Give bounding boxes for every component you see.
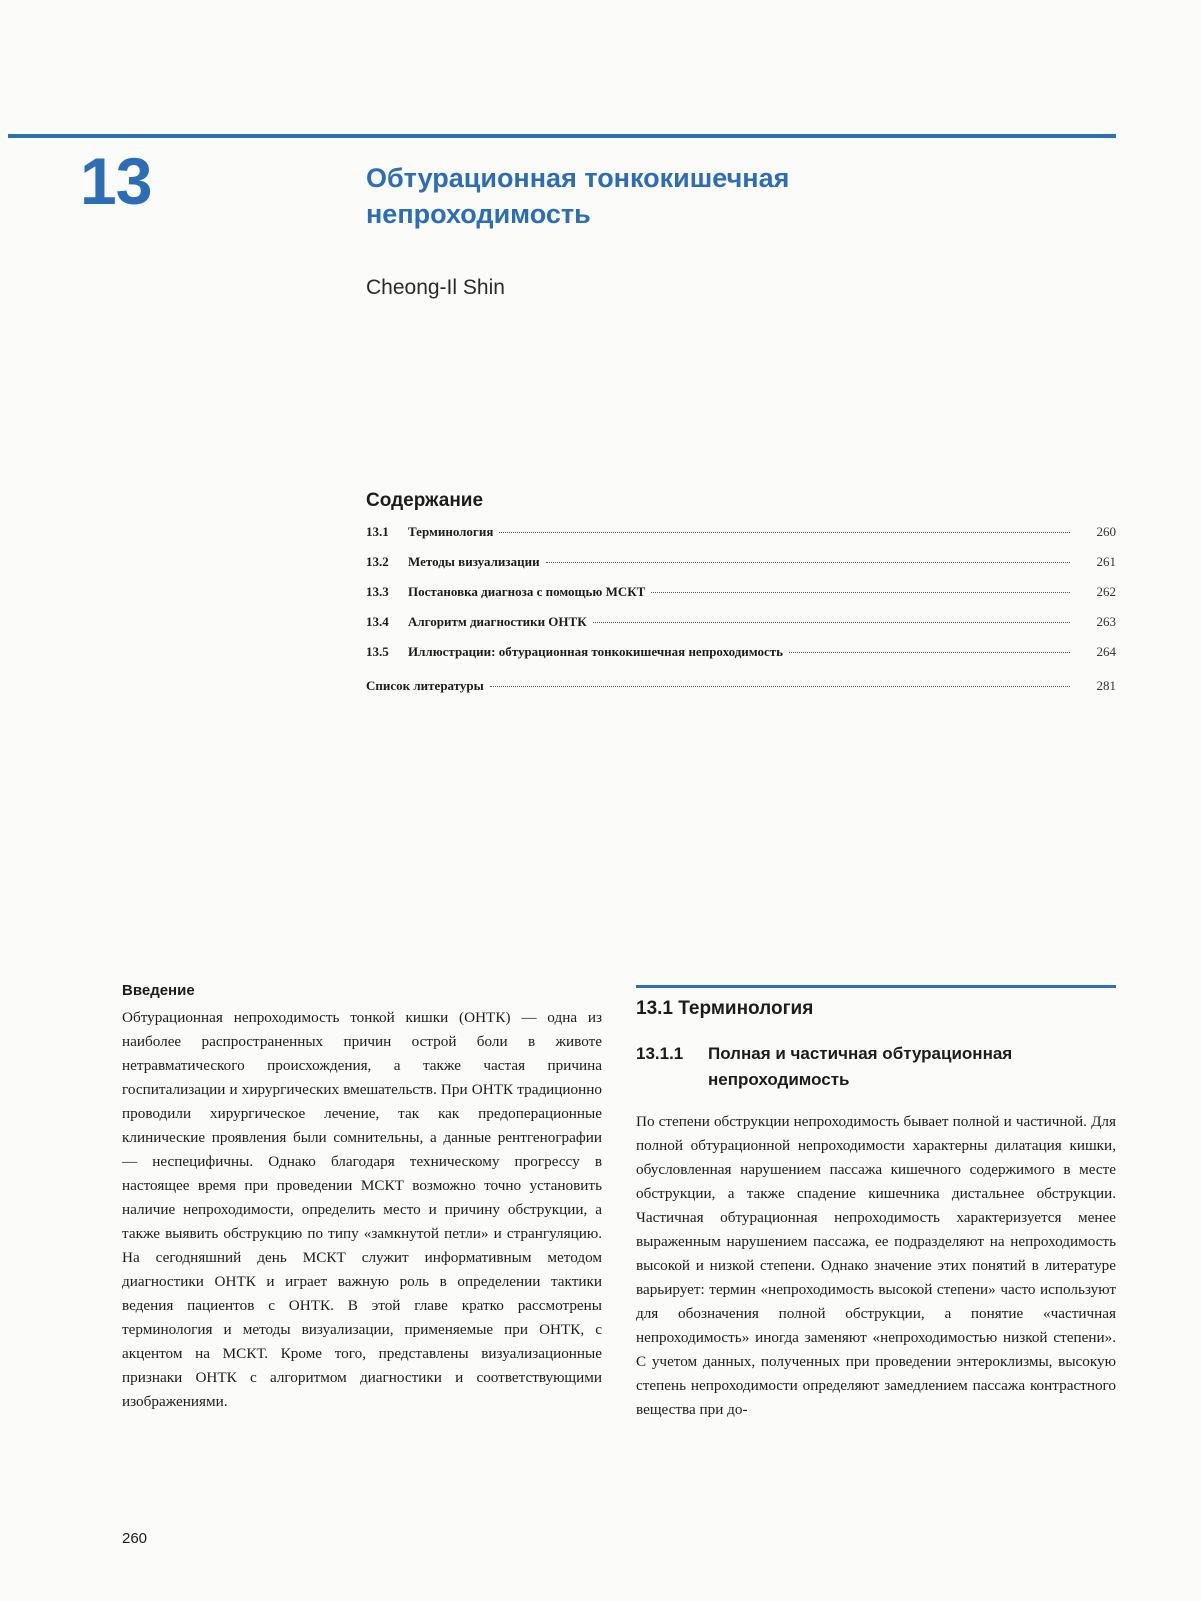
- subsection-number: 13.1.1: [636, 1044, 684, 1063]
- chapter-title-line2: непроходимость: [366, 199, 591, 229]
- chapter-author: Cheong-Il Shin: [366, 276, 505, 299]
- toc-entry-label: Методы визуализации: [408, 554, 540, 569]
- toc-leader-dots: [499, 532, 1070, 533]
- toc-entry-number: 13.3: [366, 584, 389, 599]
- chapter-number: 13: [80, 144, 152, 218]
- toc-entry-13-3[interactable]: [366, 584, 1116, 614]
- section-paragraph: По степени обструкции непроходимость бывает полной и частичной. Для полной обтурационной непроходимости характерны дилатация кишки, обусловленная нарушением пассажа кишечного содержимого в месте обструкции, а также спадение кишечника дистальнее обструкции. Частичная обтурационная непроходимость характеризуется менее выраженным нарушением пассажа, ее подразделяют на непроходимость высокой и низкой степени. Однако значение этих понятий в литературе варьирует: термин «непроходимость высокой степени» часто используют для обозначения полной обструкции, а понятие «частичная непроходимость» иногда заменяют «непроходимостью низкой степени». С учетом данных, полученных при проведении энтероклизмы, высокую степень непроходимости определяют замедлением пассажа контрастного вещества при до-: [636, 1113, 1116, 1418]
- toc-entry-label: Терминология: [408, 524, 494, 539]
- toc-entry-page: 263: [1096, 614, 1116, 629]
- toc-references-label: Список литературы: [366, 678, 484, 693]
- toc-entry-label: Постановка диагноза с помощью МСКТ: [408, 584, 646, 599]
- toc-entry-label: Иллюстрации: обтурационная тонкокишечная непроходимость: [408, 644, 784, 659]
- toc-entry-page: 262: [1096, 584, 1116, 599]
- toc-entry-number: 13.4: [366, 614, 389, 629]
- toc-entry-13-2[interactable]: [366, 554, 1116, 584]
- toc-leader-dots: [651, 592, 1070, 593]
- toc-leader-dots: [546, 562, 1070, 563]
- intro-heading: Введение: [122, 982, 195, 999]
- chapter-top-rule: [8, 134, 1116, 138]
- toc-entry-number: 13.2: [366, 554, 389, 569]
- table-of-contents: [366, 524, 1116, 708]
- toc-entry-page: 264: [1096, 644, 1116, 659]
- toc-entry-number: 13.5: [366, 644, 389, 659]
- intro-paragraph: Обтурационная непроходимость тонкой кишки (ОНТК) — одна из наиболее распространенных причин острой боли в животе нетравматического происхождения, а также частая причина госпитализации и хирургических вмешательств. При ОНТК традиционно проводили хирургическое лечение, так как предоперационные клинические проявления были сомнительны, а данные рентгенографии — неспецифичны. Однако благодаря техническому прогрессу в настоящее время при проведении МСКТ возможно точно установить наличие непроходимости, определить место и причину обструкции, а также выявить обструкцию по типу «замкнутой петли» и странгуляцию. На сегодняшний день МСКТ служит информативным методом диагностики ОНТК и играет важную роль в определении тактики ведения пациентов с ОНТК. В этой главе кратко рассмотрены терминология и методы визуализации, применяемые при ОНТК, с акцентом на МСКТ. Кроме того, представлены визуализационные признаки ОНТК с алгоритмом диагностики и соответствующими изображениями.: [122, 1009, 602, 1410]
- chapter-title-line1: Обтурационная тонкокишечная: [366, 163, 790, 193]
- chapter-title: [366, 160, 966, 232]
- toc-entry-number: 13.1: [366, 524, 389, 539]
- subsection-title: Полная и частичная обтурационная непроходимость: [708, 1044, 1013, 1089]
- toc-leader-dots: [593, 622, 1070, 623]
- toc-leader-dots: [789, 652, 1070, 653]
- section-rule: [636, 985, 1116, 988]
- toc-leader-dots: [490, 686, 1070, 687]
- toc-entry-label: Алгоритм диагностики ОНТК: [408, 614, 587, 629]
- toc-entry-13-4[interactable]: [366, 614, 1116, 644]
- subsection-heading: [636, 1041, 1116, 1093]
- toc-heading: Содержание: [366, 490, 484, 511]
- toc-entry-references[interactable]: [366, 678, 1116, 708]
- toc-entry-page: 261: [1096, 554, 1116, 569]
- toc-entry-13-1[interactable]: [366, 524, 1116, 554]
- section-title: 13.1 Терминология: [636, 998, 814, 1019]
- page-number: 260: [122, 1530, 148, 1547]
- toc-entry-page: 260: [1096, 524, 1116, 539]
- toc-references-page: 281: [1096, 678, 1116, 693]
- toc-entry-13-5[interactable]: [366, 644, 1116, 674]
